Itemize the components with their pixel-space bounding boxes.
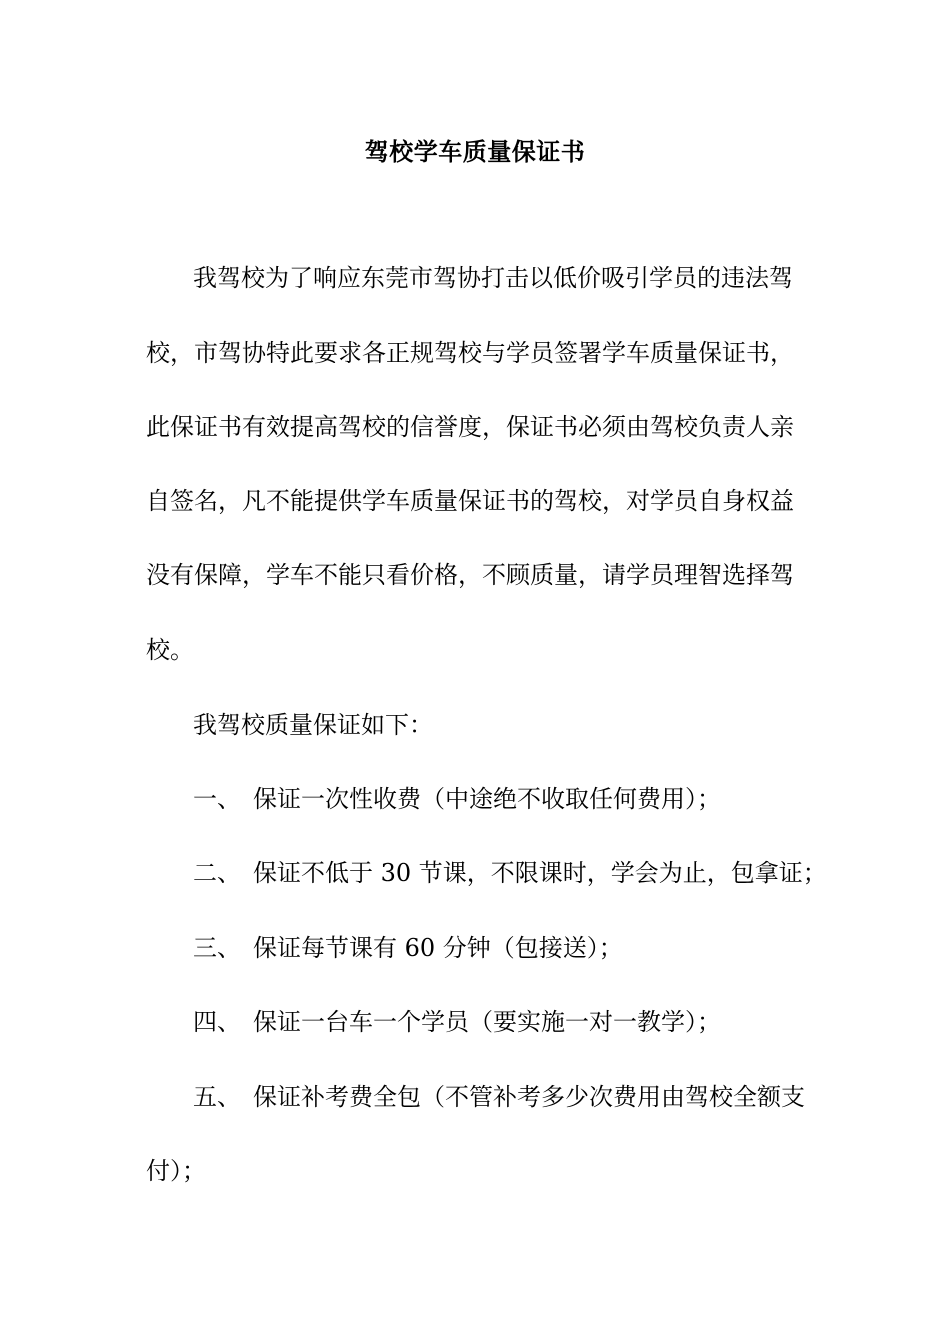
item-text: 保证一台车一个学员（要实施一对一教学）；: [253, 1008, 721, 1036]
guarantee-item: [193, 1006, 721, 1038]
paragraph-line: 此保证书有效提高驾校的信誉度，保证书必须由驾校负责人亲: [146, 413, 794, 441]
paragraph-line: 我驾校为了响应东莞市驾协打击以低价吸引学员的违法驾: [193, 264, 793, 292]
guarantee-item: [193, 857, 827, 889]
item-text: 保证每节课有 60 分钟（包接送）；: [253, 934, 623, 962]
guarantee-item: [193, 1081, 805, 1113]
paragraph-line: 校。: [146, 636, 194, 664]
item-number: 五、: [193, 1083, 241, 1111]
document-title: 驾校学车质量保证书: [364, 137, 586, 166]
item-number: 三、: [193, 934, 241, 962]
item-number: 四、: [193, 1008, 241, 1036]
item-continuation: 付）；: [146, 1157, 206, 1185]
guarantee-item: [193, 783, 721, 815]
paragraph-line: 校，市驾协特此要求各正规驾校与学员签署学车质量保证书，: [146, 339, 794, 367]
paragraph-line: 自签名，凡不能提供学车质量保证书的驾校，对学员自身权益: [146, 487, 794, 515]
item-number: 二、: [193, 859, 241, 887]
guarantee-intro: 我驾校质量保证如下：: [193, 711, 433, 739]
item-text: 保证一次性收费（中途绝不收取任何费用）；: [253, 785, 721, 813]
item-number: 一、: [193, 785, 241, 813]
item-text: 保证补考费全包（不管补考多少次费用由驾校全额支: [253, 1083, 805, 1111]
paragraph-line: 没有保障，学车不能只看价格，不顾质量，请学员理智选择驾: [146, 561, 794, 589]
guarantee-item: [193, 932, 623, 964]
item-text: 保证不低于 30 节课，不限课时，学会为止，包拿证；: [253, 859, 827, 887]
